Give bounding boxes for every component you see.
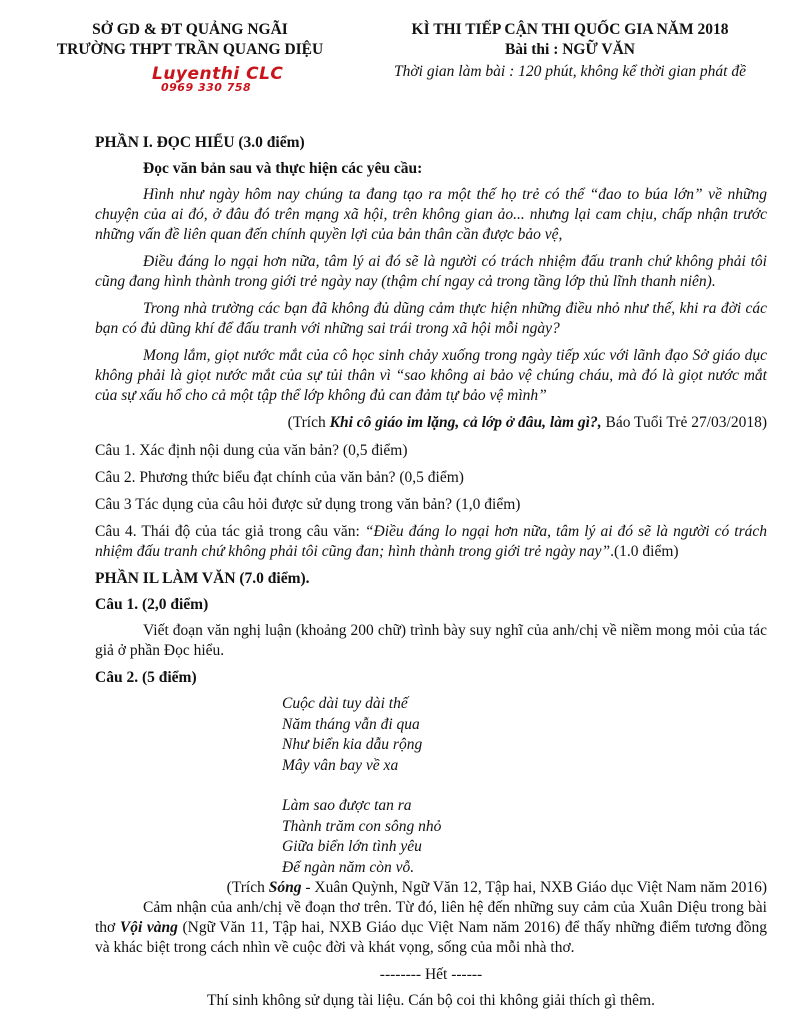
luyenthi-logo: [152, 64, 312, 94]
exam-title: KÌ THI TIẾP CẬN THI QUỐC GIA NĂM 2018: [411, 21, 729, 38]
part1-instruction: Đọc văn bản sau và thực hiện các yêu cầu:: [143, 160, 423, 177]
essay-2-heading: Câu 2. (5 điểm): [95, 669, 197, 686]
logo-phone: 0969 330 758: [161, 81, 252, 94]
question-3: Câu 3 Tác dụng của câu hỏi được sử dụng trong văn bản? (1,0 điểm): [95, 496, 521, 513]
passage-paragraph: Hình như ngày hôm nay chúng ta đang tạo ra một thế họ trẻ có thể “đao to búa lớn” về những chuyện của ai đó, ở đâu đó trên mạng xã hội, trên không gian ảo... nhưng lại cam chịu, chấp nhận trước những vấn đề liên quan đến chính quyền lợi của bản thân cần được bảo vệ,: [95, 186, 767, 243]
stanza-break: [282, 776, 767, 796]
poem-title: Sóng: [268, 879, 302, 896]
exam-subject: Bài thi : NGỮ VĂN: [504, 41, 636, 58]
part2-heading: PHẦN IL LÀM VĂN (7.0 điểm).: [95, 570, 310, 587]
department-name: SỞ GD & ĐT QUẢNG NGÃI: [92, 21, 288, 38]
header-right: [350, 20, 790, 82]
poem-line: Làm sao được tan ra: [282, 797, 412, 814]
poem-line: Để ngàn năm còn vỗ.: [282, 858, 415, 876]
essay-1-prompt: Viết đoạn văn nghị luận (khoảng 200 chữ) trình bày suy nghĩ của anh/chị về niềm mong mỏi của tác giả ở phần Đọc hiểu.: [95, 622, 767, 659]
poem-line: Mây vân bay về xa: [282, 756, 399, 774]
exam-body: [95, 133, 767, 1011]
passage-paragraph: Điều đáng lo ngại hơn nữa, tâm lý ai đó sẽ là người có trách nhiệm đấu tranh chứ không phải tôi cũng đang hình thành trong giới trẻ ngày nay (thậm chí ngay cả trong tầng lớp thủ lĩnh thanh niên).: [95, 253, 767, 290]
logo-brand: Luyenthi CLC: [152, 64, 284, 84]
passage-source: (Trích Khi cô giáo im lặng, cả lớp ở đâu, làm gì?, Báo Tuổi Trẻ 27/03/2018): [287, 414, 767, 431]
end-marker: -------- Hết ------: [379, 966, 483, 983]
poem-line: Thành trăm con sông nhỏ: [282, 817, 442, 835]
poem-source: (Trích Sóng - Xuân Quỳnh, Ngữ Văn 12, Tập hai, NXB Giáo dục Việt Nam năm 2016): [226, 879, 767, 896]
essay-1-heading: Câu 1. (2,0 điểm): [95, 596, 209, 613]
question-4-quote: “Điều đáng lo ngại hơn nữa, tâm lý ai đó sẽ là người có trách nhiệm đấu tranh chứ không phải tôi cũng đan; hình thành trong giới trẻ ngày nay”: [95, 523, 767, 560]
school-name: TRƯỜNG THPT TRẦN QUANG DIỆU: [56, 41, 324, 58]
part1-heading: PHẦN I. ĐỌC HIỂU (3.0 điểm): [95, 134, 305, 151]
footer-note: Thí sinh không sử dụng tài liệu. Cán bộ coi thi không giải thích gì thêm.: [207, 992, 655, 1009]
question-4: Câu 4. Thái độ của tác giả trong câu văn: “Điều đáng lo ngại hơn nữa, tâm lý ai đó sẽ là người có trách nhiệm đấu tranh chứ không phải tôi cũng đan; hình thành trong giới trẻ ngày nay”.(1.0 điểm): [95, 523, 767, 560]
question-1: Câu 1. Xác định nội dung của văn bản? (0,5 điểm): [95, 442, 408, 459]
exam-duration: Thời gian làm bài : 120 phút, không kể thời gian phát đề: [394, 63, 746, 80]
passage-paragraph: Trong nhà trường các bạn đã không đủ dũng cảm thực hiện những điều nhỏ như thế, khi ra đời các bạn có đủ dũng khí để đấu tranh với những sai trái trong xã hội mỗi ngày?: [95, 300, 767, 337]
poem-line: Như biển kia dẫu rộng: [282, 736, 423, 753]
referenced-poem-title: Vội vàng: [119, 919, 178, 936]
passage-paragraph: Mong lắm, giọt nước mắt của cô học sinh chảy xuống trong ngày tiếp xúc với lãnh đạo Sở giáo dục không phải là giọt nước mắt của sự tủi thân vì “sao không ai bảo vệ chúng cháu, mà đó là giọt nước mắt của sự xấu hổ cho cả một tập thể lớp không đủ can đảm tự bảo vệ mình”: [95, 347, 767, 404]
question-2: Câu 2. Phương thức biểu đạt chính của văn bản? (0,5 điểm): [95, 469, 464, 486]
poem-line: Cuộc dài tuy dài thế: [282, 695, 408, 712]
essay-2-prompt: Cảm nhận của anh/chị về đoạn thơ trên. Từ đó, liên hệ đến những suy cảm của Xuân Diệu trong bài thơ Vội vàng (Ngữ Văn 11, Tập hai, NXB Giáo dục Việt Nam năm 2016) để thấy những điểm tương đồng và khác biệt trong cách nhìn về cuộc đời và khát vọng, sống của mỗi nhà thơ.: [95, 899, 767, 956]
poem-excerpt: [282, 694, 767, 878]
poem-line: Giữa biển lớn tình yêu: [282, 838, 422, 855]
poem-line: Năm tháng vẫn đi qua: [282, 715, 420, 733]
source-title: Khi cô giáo im lặng, cả lớp ở đâu, làm gì?,: [329, 414, 602, 431]
header-left: [40, 20, 340, 60]
